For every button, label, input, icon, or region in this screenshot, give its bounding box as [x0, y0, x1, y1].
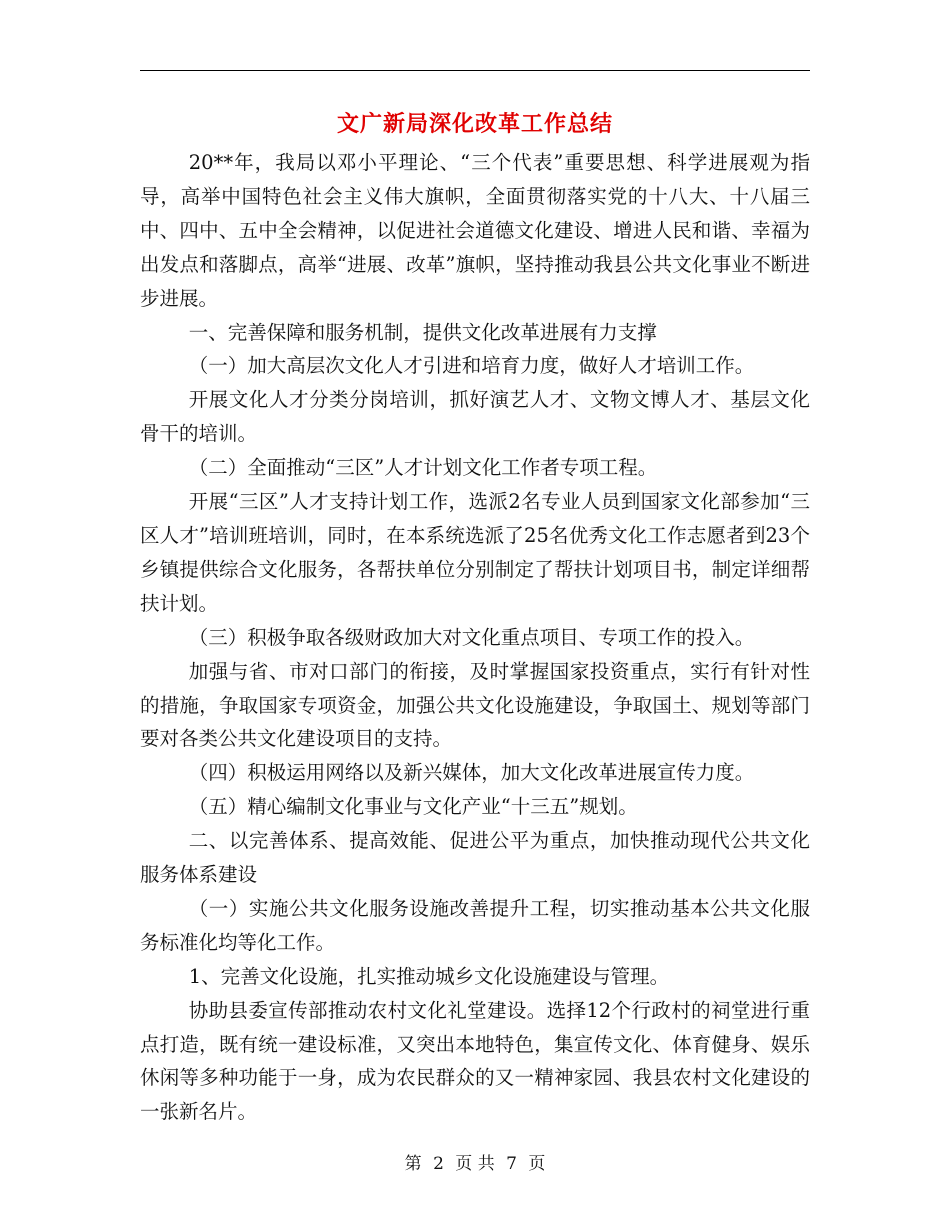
footer-middle: 页 共	[455, 1154, 495, 1174]
subsection-heading-1-5: （五）精心编制文化事业与文化产业“十三五”规划。	[188, 795, 638, 819]
section-heading-2: 二、以完善体系、提高效能、促进公平为重点，加快推动现代公共文化服务体系建设	[140, 829, 810, 887]
footer-suffix: 页	[528, 1154, 546, 1174]
paragraph-intro: 20**年，我局以邓小平理论、“三个代表”重要思想、科学进展观为指导，高举中国特色社会主义伟大旗帜，全面贯彻落实党的十八大、十八届三中、四中、五中全会精神，以促进社会道德文化建设、增进人民和谐、幸福为出发点和落脚点，高举“进展、改革”旗帜，坚持推动我县公共文化事业不断进步进展。	[140, 151, 810, 310]
header-rule	[140, 70, 810, 71]
document-body	[140, 146, 810, 1129]
paragraph: 开展文化人才分类分岗培训，抓好演艺人才、文物文博人才、基层文化骨干的培训。	[140, 388, 810, 446]
subsection-heading-1-2: （二）全面推动“三区”人才计划文化工作者专项工程。	[188, 456, 658, 480]
item-heading-1: 1、完善文化设施，扎实推动城乡文化设施建设与管理。	[188, 964, 670, 988]
footer-prefix: 第	[404, 1154, 422, 1174]
document-title: 文广新局深化改革工作总结	[336, 111, 613, 137]
footer-current-page: 2	[433, 1154, 444, 1174]
paragraph: 加强与省、市对口部门的衔接，及时掌握国家投资重点，实行有针对性的措施，争取国家专项资金，加强公共文化设施建设，争取国土、规划等部门要对各类公共文化建设项目的支持。	[140, 659, 810, 751]
subsection-heading-1-3: （三）积极争取各级财政加大对文化重点项目、专项工作的投入。	[188, 625, 755, 649]
subsection-heading-1-1: （一）加大高层次文化人才引进和培育力度，做好人才培训工作。	[188, 354, 755, 378]
section-heading-1: 一、完善保障和服务机制，提供文化改革进展有力支撑	[188, 320, 657, 344]
paragraph: 开展“三区”人才支持计划工作，选派2名专业人员到国家文化部参加“三区人才”培训班培训，同时，在本系统选派了25名优秀文化工作志愿者到23个乡镇提供综合文化服务，各帮扶单位分别制定了帮扶计划项目书，制定详细帮扶计划。	[140, 490, 810, 615]
subsection-heading-1-4: （四）积极运用网络以及新兴媒体，加大文化改革进展宣传力度。	[188, 761, 755, 785]
subsection-heading-2-1: （一）实施公共文化服务设施改善提升工程，切实推动基本公共文化服务标准化均等化工作。	[140, 896, 810, 954]
paragraph: 协助县委宣传部推动农村文化礼堂建设。选择12个行政村的祠堂进行重点打造，既有统一建设标准，又突出本地特色，集宣传文化、体育健身、娱乐休闲等多种功能于一身，成为农民群众的又一精神家园、我县农村文化建设的一张新名片。	[140, 998, 810, 1124]
page-footer	[0, 1152, 950, 1176]
footer-total-pages: 7	[506, 1154, 517, 1174]
